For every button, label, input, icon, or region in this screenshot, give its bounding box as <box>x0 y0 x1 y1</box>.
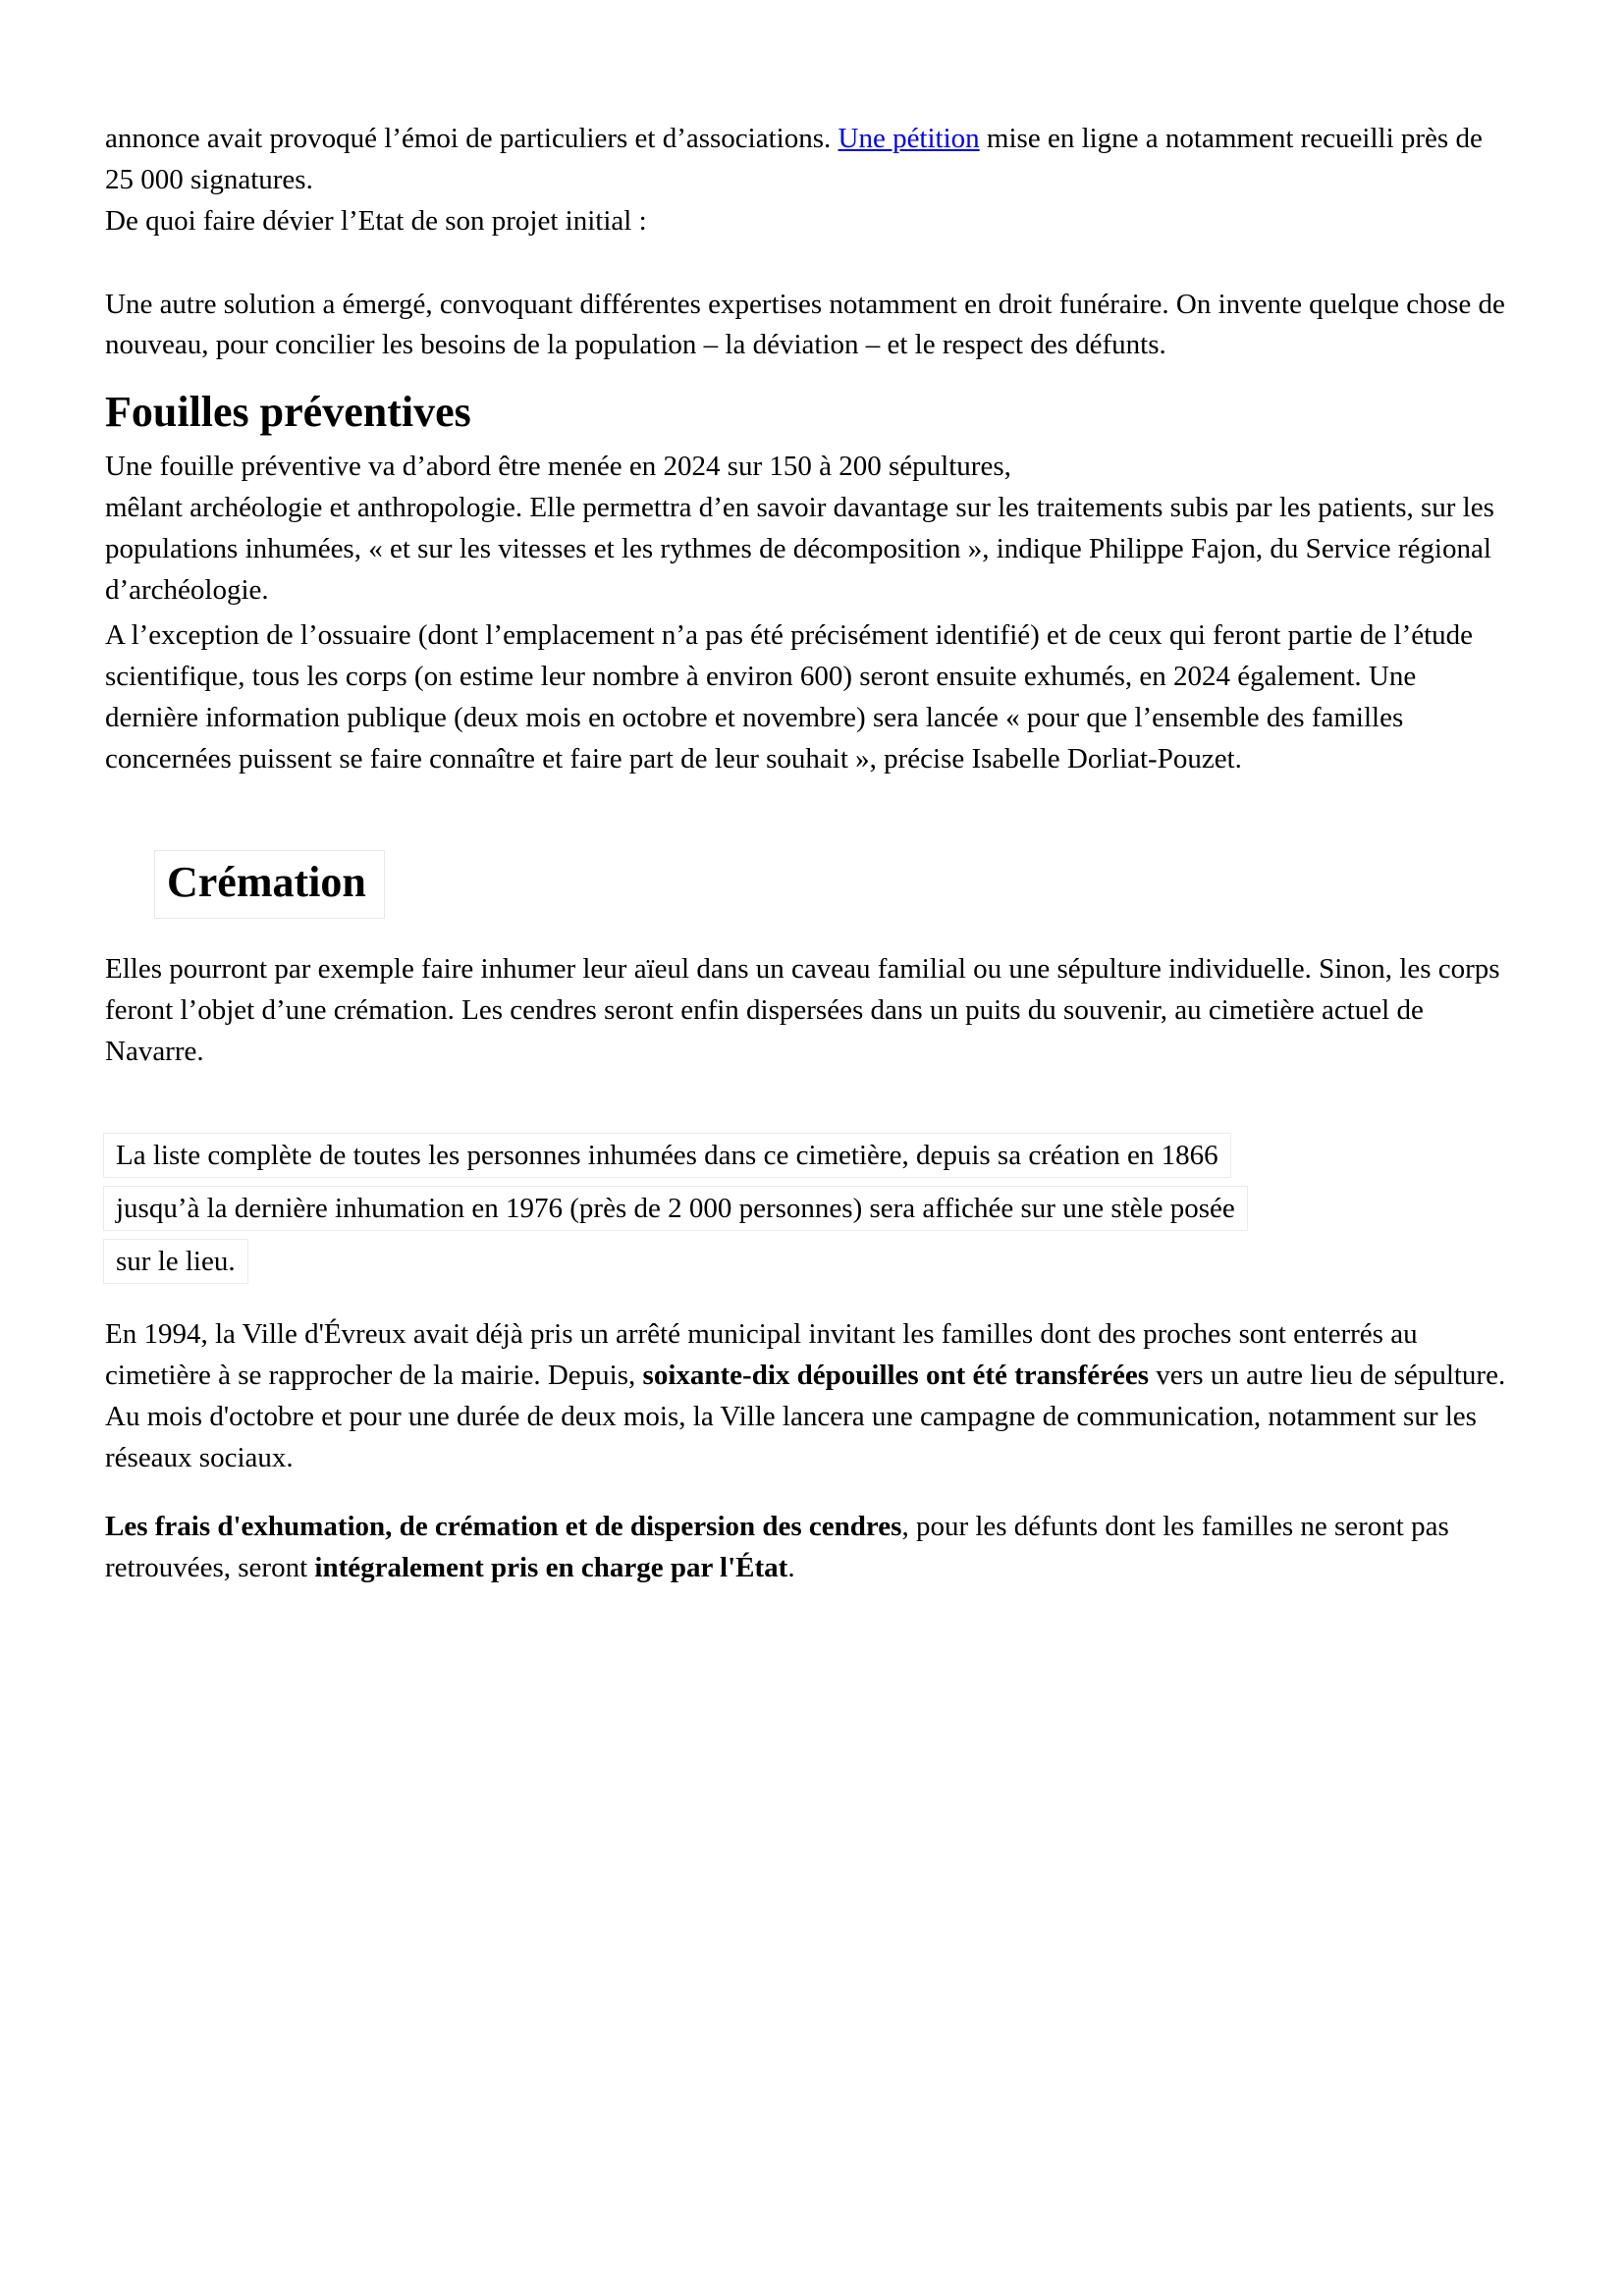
paragraph-arrete-1994 <box>105 1313 1514 1478</box>
highlighted-line: La liste complète de toutes les personnes inhumées dans ce cimetière, depuis sa création en 1866 <box>103 1133 1231 1178</box>
paragraph-frais-part2: . <box>787 1552 795 1583</box>
paragraph-frais-exhumation <box>105 1506 1514 1588</box>
heading-cremation: Crémation <box>154 850 385 919</box>
paragraph-petition <box>105 118 1514 200</box>
paragraph-fouille-rest: mêlant archéologie et anthropologie. Elle permettra d’en savoir davantage sur les traitements subis par les patients, sur les populations inhumées, « et sur les vitesses et les rythmes de décomposition », indique Philippe Fajon, du Service régional d’archéologie. <box>105 492 1494 606</box>
paragraph-petition-text-after: mise en ligne a notamment recueilli près de 25 000 signatures. <box>105 123 1483 195</box>
heading-cremation-wrap <box>105 850 1514 919</box>
paragraph-frais-part1: , pour les défunts dont les familles ne seront pas retrouvées, seront <box>105 1511 1449 1583</box>
paragraph-fouille-preventive <box>105 446 1514 611</box>
highlighted-lines-group <box>105 1133 1514 1284</box>
paragraph-projet-initial: De quoi faire dévier l’Etat de son projet initial : <box>105 205 647 237</box>
paragraph-frais-bold2: intégralement pris en charge par l'État <box>314 1552 788 1583</box>
paragraph-frais-bold1: Les frais d'exhumation, de crémation et de dispersion des cendres <box>105 1511 902 1542</box>
document-content <box>105 118 1514 1588</box>
paragraph-1994-bold: soixante-dix dépouilles ont été transférées <box>642 1360 1150 1391</box>
paragraph-exception-ossuaire: A l’exception de l’ossuaire (dont l’emplacement n’a pas été précisément identifié) et de ceux qui feront partie de l’étude scientifique, tous les corps (on estime leur nombre à environ 600) seront ensuite exhumés, en 2024 également. Une dernière information publique (deux mois en octobre et novembre) sera lancée « pour que l’ensemble des familles concernées puissent se faire connaître et faire part de leur souhait », précise Isabelle Dorliat-Pouzet. <box>105 619 1474 774</box>
highlighted-line: sur le lieu. <box>103 1239 248 1284</box>
paragraph-fouille-line1: Une fouille préventive va d’abord être menée en 2024 sur 150 à 200 sépultures, <box>105 451 1011 482</box>
paragraph-1994-part1: En 1994, la Ville d'Évreux avait déjà pris un arrêté municipal invitant les familles dont des proches sont enterrés au cimetière à se rapprocher de la mairie. Depuis, <box>105 1318 1418 1391</box>
paragraph-petition-text-before: annonce avait provoqué l’émoi de particuliers et d’associations. <box>105 123 839 154</box>
petition-link[interactable]: Une pétition <box>838 123 980 154</box>
paragraph-autre-solution: Une autre solution a émergé, convoquant différentes expertises notamment en droit funéraire. On invente quelque chose de nouveau, pour concilier les besoins de la population – la déviation – et le respect des défunts. <box>105 289 1505 360</box>
heading-fouilles-preventives: Fouilles préventives <box>105 388 471 436</box>
highlighted-line: jusqu’à la dernière inhumation en 1976 (près de 2 000 personnes) sera affichée sur une stèle posée <box>103 1186 1248 1231</box>
paragraph-1994-part2: vers un autre lieu de sépulture. Au mois d'octobre et pour une durée de deux mois, la Ville lancera une campagne de communication, notamment sur les réseaux sociaux. <box>105 1360 1506 1473</box>
paragraph-cremation-dispersion: Elles pourront par exemple faire inhumer leur aïeul dans un caveau familial ou une sépulture individuelle. Sinon, les corps feront l’objet d’une crémation. Les cendres seront enfin dispersées dans un puits du souvenir, au cimetière actuel de Navarre. <box>105 953 1500 1067</box>
